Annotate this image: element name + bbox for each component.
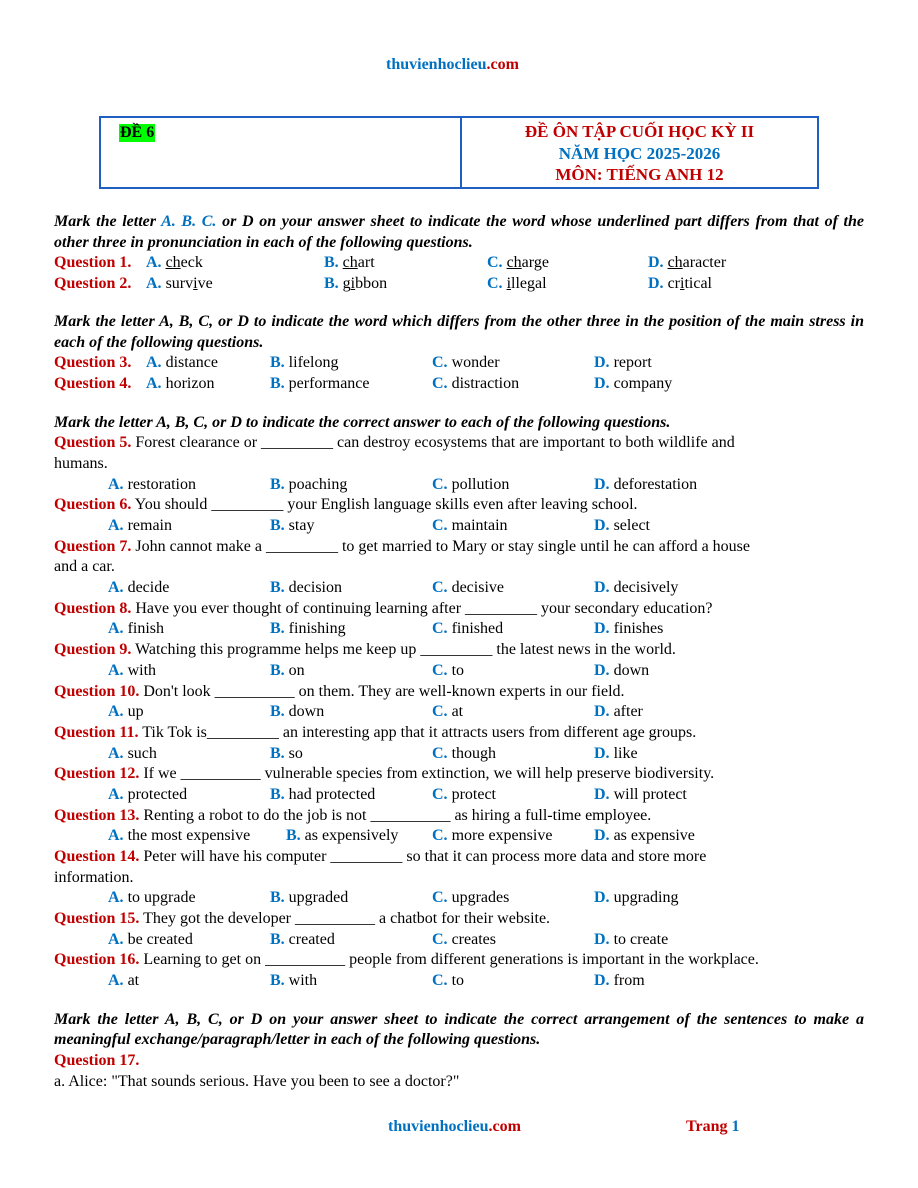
question-11: Question 11. Tik Tok is_________ an interesting app that it attracts users from different age groups. (54, 723, 697, 741)
question-17-sentence-a: a. Alice: "That sounds serious. Have you been to see a doctor?" (54, 1072, 460, 1090)
question-12-options: A. protected B. had protected C. protect D. will protect (108, 785, 687, 803)
option-d: D. company (594, 375, 673, 393)
option-b: B. performance (270, 375, 370, 393)
site-header: thuvienhoclieu.com (386, 56, 519, 73)
question-8-options: A. finish B. finishing C. finished D. finishes (108, 620, 664, 638)
question-17: Question 17. (54, 1051, 140, 1069)
question-3: Question 3. A. distance B. lifelong C. wonder D. report (54, 353, 864, 374)
option-a: A. horizon (146, 375, 215, 393)
option-b: B. chart (324, 254, 375, 271)
question-4: Question 4. A. horizon B. performance C. distraction D. company (54, 374, 864, 395)
question-6: Question 6. You should _________ your English language skills even after leaving school. (54, 496, 638, 514)
question-11-options: A. such B. so C. though D. like (108, 744, 638, 762)
question-10: Question 10. Don't look __________ on them. They are well-known experts in our field. (54, 682, 625, 700)
option-b: B. lifelong (270, 354, 339, 372)
option-d: D. critical (648, 274, 712, 292)
question-16-options: A. at B. with C. to D. from (108, 972, 645, 990)
option-d: D. report (594, 354, 652, 372)
question-7: Question 7. John cannot make a _________ to get married to Mary or stay single until he can afford a house (54, 537, 750, 555)
exam-header-box (99, 116, 819, 189)
section-3-instruction: Mark the letter A, B, C, or D to indicate the correct answer to each of the following questions. (54, 413, 671, 431)
option-c: C. charge (487, 254, 549, 271)
question-10-options: A. up B. down C. at D. after (108, 703, 643, 721)
option-c: C. illegal (487, 274, 547, 292)
question-15: Question 15. They got the developer __________ a chatbot for their website. (54, 910, 551, 928)
subject: MÔN: TIẾNG ANH 12 (555, 165, 724, 184)
question-2: Question 2. A. survive B. gibbon C. illegal D. critical (54, 274, 864, 295)
exam-content: Mark the letter A. B. C. or D on your answer sheet to indicate the word whose underlined part differs from that of the other three in pronunciation in each of the following questions. Question 1. A. check B. chart C. charge D. character Question 2. A. survive B. gibbon C. illegal D. critical Mark the letter A, B, C, or D to indicate the word which differs from the other three in the position of the main stress in each of the following questions. Question 3. A. distance B. lifelong C. wonder D. report Question 4. A. horizon B. performance C. distraction D. company Mark the letter A, B, C, or D to indicate the correct answer to each of the following questions. Question 5. Forest clearance or _________ can destroy ecosystems that are important to both wildlife and humans. A. restoration B. poaching C. pollution D. deforestation Question 6. You should _________ your English language skills even after leaving school. A. remain B. stay C. maintain D. select Question 7. John cannot make a _________ to get married to Mary or stay single until he can afford a house and a car. A. decide B. decision C. decisive D. decisively Question 8. Have you ever thought of continuing learning after _________ your secondary education? A. finish B. finishing C. finished D. finishes Question 9. Watching this programme helps me keep up _________ the latest news in the world. A. with B. on C. to D. down Question 10. Don't look __________ on them. They are well-known experts in our field. A. up B. down C. at D. after Question 11. Tik Tok is_________ an interesting app that it attracts users from different age groups. A. such B. so C. though D. like Question 12. If we __________ vulnerable species from extinction, we will help preserve biodiversity. A. protected B. had protected C. protect D. will protect Question 13. Renting a robot to do the job is not __________ as hiring a full-time employee. A. the most expensive B. as expensively C. more expensive D. as expensive Question 14. Peter will have his computer _________ so that it can process more data and store more information. A. to upgrade B. upgraded C. upgrades D. upgrading Question 15. They got the developer __________ a chatbot for their website. A. be created B. created C. creates D. to create Question 16. Learning to get on __________ people from different generations is important in the workplace. A. at B. with C. to D. from Mark the letter A, B, C, or D on your answer sheet to indicate the correct arrangement of the sentences to make a meaningful exchange/paragraph/letter in each of the following questions. Question 17. a. Alice: "That sounds serious. Have you been to see a doctor?" (54, 212, 864, 1092)
question-9: Question 9. Watching this programme helps me keep up _________ the latest news in the world. (54, 641, 676, 659)
exam-title: ĐỀ ÔN TẬP CUỐI HỌC KỲ II (524, 122, 755, 141)
question-15-options: A. be created B. created C. creates D. to create (108, 930, 669, 948)
question-7-options: A. decide B. decision C. decisive D. decisively (108, 579, 679, 597)
option-a: A. check (146, 254, 203, 271)
question-1: Question 1. A. check B. chart C. charge D. character (54, 253, 864, 274)
exam-title-cell (462, 118, 817, 187)
site-footer: thuvienhoclieu.com (388, 1118, 521, 1135)
option-a: A. distance (146, 354, 218, 372)
question-6-options: A. remain B. stay C. maintain D. select (108, 517, 650, 535)
question-14: Question 14. Peter will have his computer _________ so that it can process more data and store more (54, 848, 707, 866)
section-1-instruction: Mark the letter A. B. C. or D on your answer sheet to indicate the word whose underlined part differs from that of the other three in pronunciation in each of the following questions. (54, 213, 865, 251)
option-a: A. survive (146, 274, 213, 292)
question-13-options: A. the most expensive B. as expensively C. more expensive D. as expensive (108, 827, 695, 845)
option-c: C. distraction (432, 375, 520, 393)
section-2-instruction: Mark the letter A, B, C, or D to indicate the word which differs from the other three in the position of the main stress in each of the following questions. (54, 313, 864, 351)
question-9-options: A. with B. on C. to D. down (108, 661, 650, 679)
page-number: Trang 1 (686, 1118, 740, 1135)
option-d: D. character (648, 254, 727, 271)
question-13: Question 13. Renting a robot to do the job is not __________ as hiring a full-time employee. (54, 806, 652, 824)
exam-code-cell (101, 118, 462, 187)
question-12: Question 12. If we __________ vulnerable species from extinction, we will help preserve biodiversity. (54, 765, 715, 783)
school-year: NĂM HỌC 2025-2026 (558, 143, 721, 163)
question-5: Question 5. Forest clearance or _________ can destroy ecosystems that are important to both wildlife and (54, 434, 735, 452)
option-c: C. wonder (432, 354, 500, 372)
question-5-options: A. restoration B. poaching C. pollution D. deforestation (108, 475, 698, 493)
option-b: B. gibbon (324, 274, 388, 292)
question-8: Question 8. Have you ever thought of continuing learning after _________ your secondary education? (54, 599, 713, 617)
question-14-options: A. to upgrade B. upgraded C. upgrades D. upgrading (108, 889, 679, 907)
section-4-instruction: Mark the letter A, B, C, or D on your answer sheet to indicate the correct arrangement of the sentences to make a meaningful exchange/paragraph/letter in each of the following questions. (54, 1010, 864, 1049)
exam-code: ĐỀ 6 (120, 124, 155, 141)
question-16: Question 16. Learning to get on __________ people from different generations is important in the workplace. (54, 951, 759, 969)
